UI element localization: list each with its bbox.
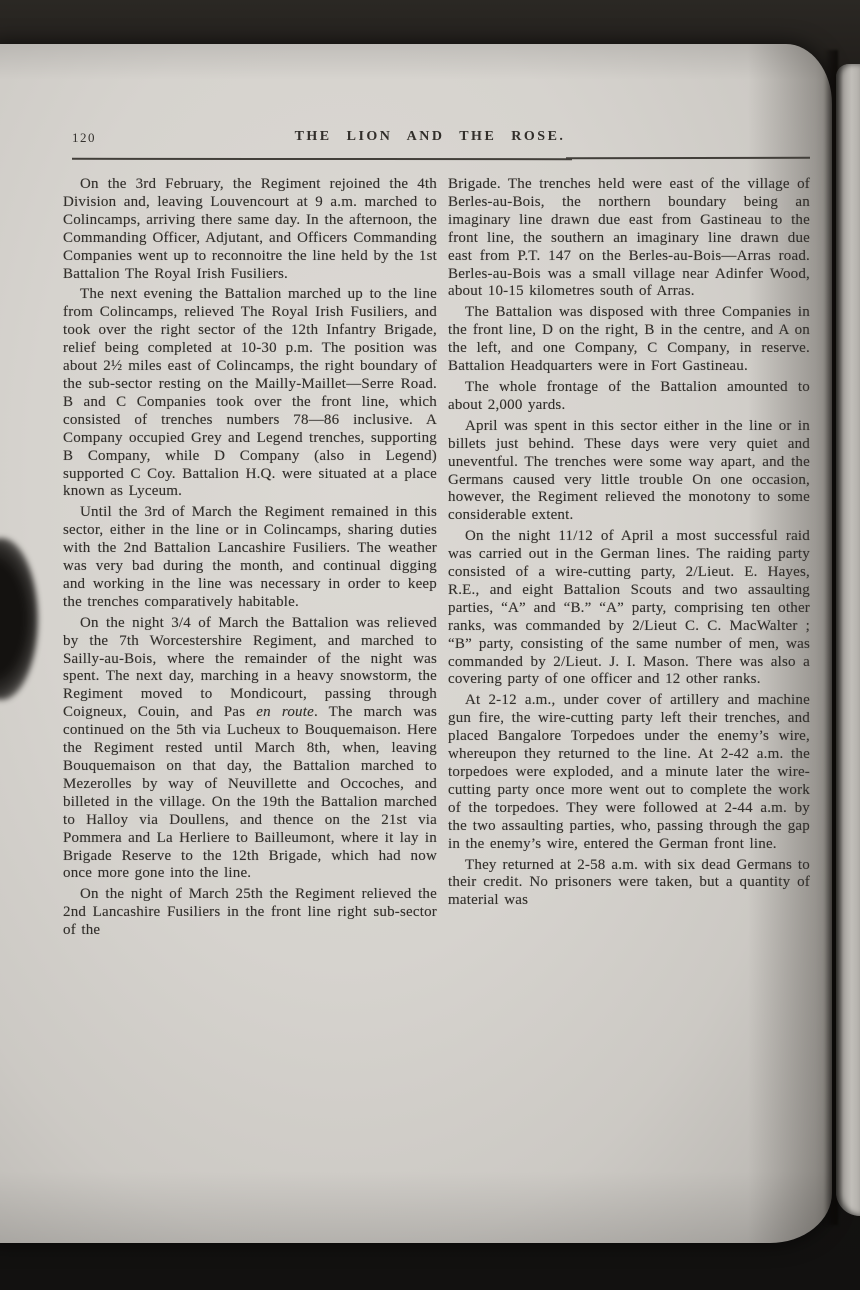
header-rule xyxy=(72,158,572,160)
paragraph: On the night 11/12 of April a most successful raid was carried out in the German lines. The raiding party consisted of a wire-cutting party, 2/Lieut. E. Hayes, R.E., and eight Battalion Scouts and two assaulting parties, “A” and “B.” “A” party, comprising ten other ranks, was commanded by 2/Lieut C. C. MacWalter ; “B” party, consisting of the same number of men, was commanded by 2/Lieut. J. I. Mason. There was also a covering party of one officer and 12 other ranks. xyxy=(448,528,810,688)
paragraph: On the 3rd February, the Regiment rejoined the 4th Division and, leaving Louvencourt at 9 a.m. marched to Colincamps, arriving there same day. In the afternoon, the Commanding Officer, Adjutant, and Officers Commanding Companies went up to reconnoitre the line held by the 1st Battalion The Royal Irish Fusiliers. xyxy=(63,176,437,282)
paragraph: At 2-12 a.m., under cover of artillery and machine gun fire, the wire-cutting party left their trenches, and placed Bangalore Torpedoes under the enemy’s wire, whereupon they returned to the line. At 2-42 a.m. the torpedoes were exploded, and a minute later the wire-cutting party once more went out to complete the work of the torpedoes. They were followed at 2-44 a.m. by the two assaulting parties, who, passing through the gap in the enemy’s wire, entered the German front line. xyxy=(448,692,810,852)
paragraph xyxy=(63,615,437,884)
text-columns xyxy=(63,176,810,943)
facing-page-edge xyxy=(836,64,860,1216)
paragraph: The Battalion was disposed with three Companies in the front line, D on the right, B in the centre, and A on the left, and one Company, C Company, in reserve. Battalion Headquarters were in Fort Gastineau. xyxy=(448,304,810,375)
text-column-right xyxy=(448,176,810,943)
page-header-title: THE LION AND THE ROSE. xyxy=(294,129,566,144)
paragraph-text: . The march was continued on the 5th via Lucheux to Bouquemaison. Here the Regiment rested until March 8th, when, leaving Bouquemaison on that day, the Battalion marched to Mezerolles by way of Neuvillette and Occoches, and billeted in the village. On the 19th the Battalion marched to Halloy via Doullens, and thence on the 21st via Pommera and La Herliere to Bailleumont, where it lay in Brigade Reserve to the 12th Brigade, which had now once more gone into the line. xyxy=(63,704,438,882)
paragraph-text: On the night 3/4 of March the Battalion was relieved by the 7th Worcestershire Regiment, and marched to Sailly-au-Bois, where the remainder of the night was spent. The next day, marching in a heavy snowstorm, the Regiment moved to Mondicourt, passing through Coigneux, Couin, and Pas xyxy=(63,614,437,721)
paragraph: April was spent in this sector either in the line or in billets just behind. These days were very quiet and uneventful. The trenches were some way apart, and the Germans caused very little trouble On one occasion, however, the Regiment relieved the monotony to some considerable extent. xyxy=(448,417,810,524)
page-number: 120 xyxy=(72,130,96,145)
paragraph: Brigade. The trenches held were east of the village of Berles-au-Bois, the northern boundary being an imaginary line drawn due east from Gastineau to the front line, the southern an imaginary line drawn due east from P.T. 147 on the Berles-au-Bois—Arras road. Berles-au-Bois was a small village near Adinfer Wood, about 10-15 kilometres south of Arras. xyxy=(448,176,810,300)
paragraph: Until the 3rd of March the Regiment remained in this sector, either in the line or in Colincamps, sharing duties with the 2nd Battalion Lancashire Fusiliers. The weather was very bad during the month, and continual digging and working in the line was necessary in order to keep the trenches comparatively habitable. xyxy=(63,504,437,610)
text-column-left xyxy=(63,176,437,943)
paragraph: The whole frontage of the Battalion amounted to about 2,000 yards. xyxy=(448,378,810,413)
book-page xyxy=(0,44,832,1243)
paragraph: They returned at 2-58 a.m. with six dead Germans to their credit. No prisoners were taken, but a quantity of material was xyxy=(448,856,810,909)
paragraph: On the night of March 25th the Regiment relieved the 2nd Lancashire Fusiliers in the front line right sub-sector of the xyxy=(63,886,437,939)
paragraph: The next evening the Battalion marched up to the line from Colincamps, relieved The Royal Irish Fusiliers, and took over the right sector of the 12th Infantry Brigade, relief being completed at 10-30 p.m. The position was about 2½ miles east of Colincamps, the right boundary of the sub-sector resting on the Mailly-Maillet—Serre Road. B and C Companies took over the front line, which consisted of trenches numbers 78—86 inclusive. A Company occupied Grey and Legend trenches, supporting B Company, while D Company (also in Legend) supported C Coy. Battalion H.Q. were situated at a place known as Lyceum. xyxy=(63,286,437,500)
header-rule xyxy=(566,157,810,159)
italic-phrase: en route xyxy=(256,704,314,721)
